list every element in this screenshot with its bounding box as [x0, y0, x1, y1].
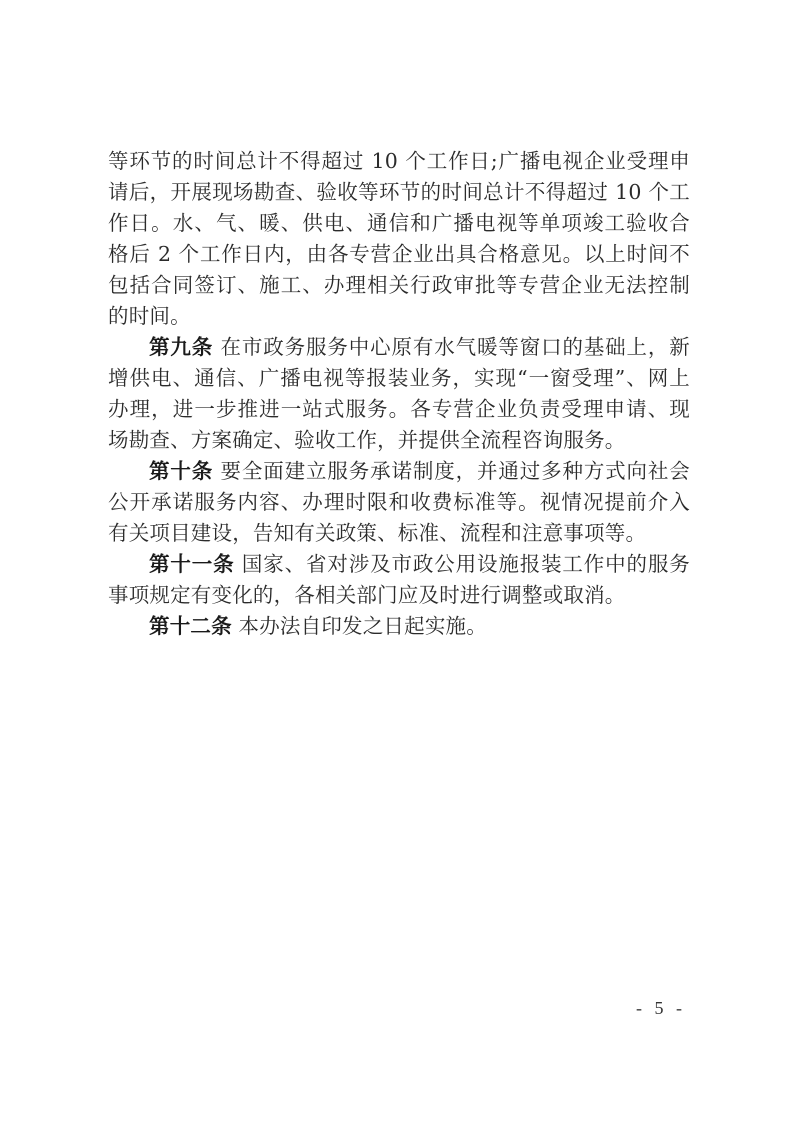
text-line: 公开承诺服务内容、办理时限和收费标准等。视情况提前介入	[108, 490, 690, 514]
text-line: 事项规定有变化的，各相关部门应及时进行调整或取消。	[108, 583, 626, 607]
text-line	[108, 456, 690, 487]
text-line	[108, 611, 690, 642]
article-text: 国家、省对涉及市政公用设施报装工作中的服务	[241, 552, 690, 576]
article-text: 在市政务服务中心原有水气暖等窗口的基础上，新	[220, 335, 690, 359]
text-line: 的时间。	[108, 304, 191, 328]
article-heading: 第十一条	[149, 552, 235, 576]
text-line: 场勘查、方案确定、验收工作，并提供全流程咨询服务。	[108, 428, 626, 452]
article-heading: 第十二条	[149, 614, 232, 638]
text-line: 等环节的时间总计不得超过 10 个工作日;广播电视企业受理申	[108, 149, 690, 173]
article-11	[108, 549, 690, 611]
article-heading: 第九条	[149, 335, 214, 359]
article-heading: 第十条	[149, 459, 214, 483]
text-line: 增供电、通信、广播电视等报装业务，实现“一窗受理”、网上	[108, 366, 690, 390]
article-12	[108, 611, 690, 642]
page-number: - 5 -	[636, 998, 686, 1018]
paragraph-continued	[108, 146, 690, 332]
text-line: 办理，进一步推进一站式服务。各专营企业负责受理申请、现	[108, 397, 690, 421]
text-line	[108, 549, 690, 580]
text-line: 有关项目建设，告知有关政策、标准、流程和注意事项等。	[108, 521, 647, 545]
text-line: 请后，开展现场勘查、验收等环节的时间总计不得超过 10 个工	[108, 180, 690, 204]
article-10	[108, 456, 690, 549]
article-text: 要全面建立服务承诺制度，并通过多种方式向社会	[220, 459, 690, 483]
article-text: 本办法自印发之日起实施。	[238, 614, 487, 638]
text-line: 包括合同签订、施工、办理相关行政审批等专营企业无法控制	[108, 273, 690, 297]
document-body	[108, 146, 690, 642]
text-line: 格后 2 个工作日内，由各专营企业出具合格意见。以上时间不	[108, 242, 690, 266]
text-line	[108, 332, 690, 363]
text-line: 作日。水、气、暖、供电、通信和广播电视等单项竣工验收合	[108, 211, 690, 235]
article-9	[108, 332, 690, 456]
